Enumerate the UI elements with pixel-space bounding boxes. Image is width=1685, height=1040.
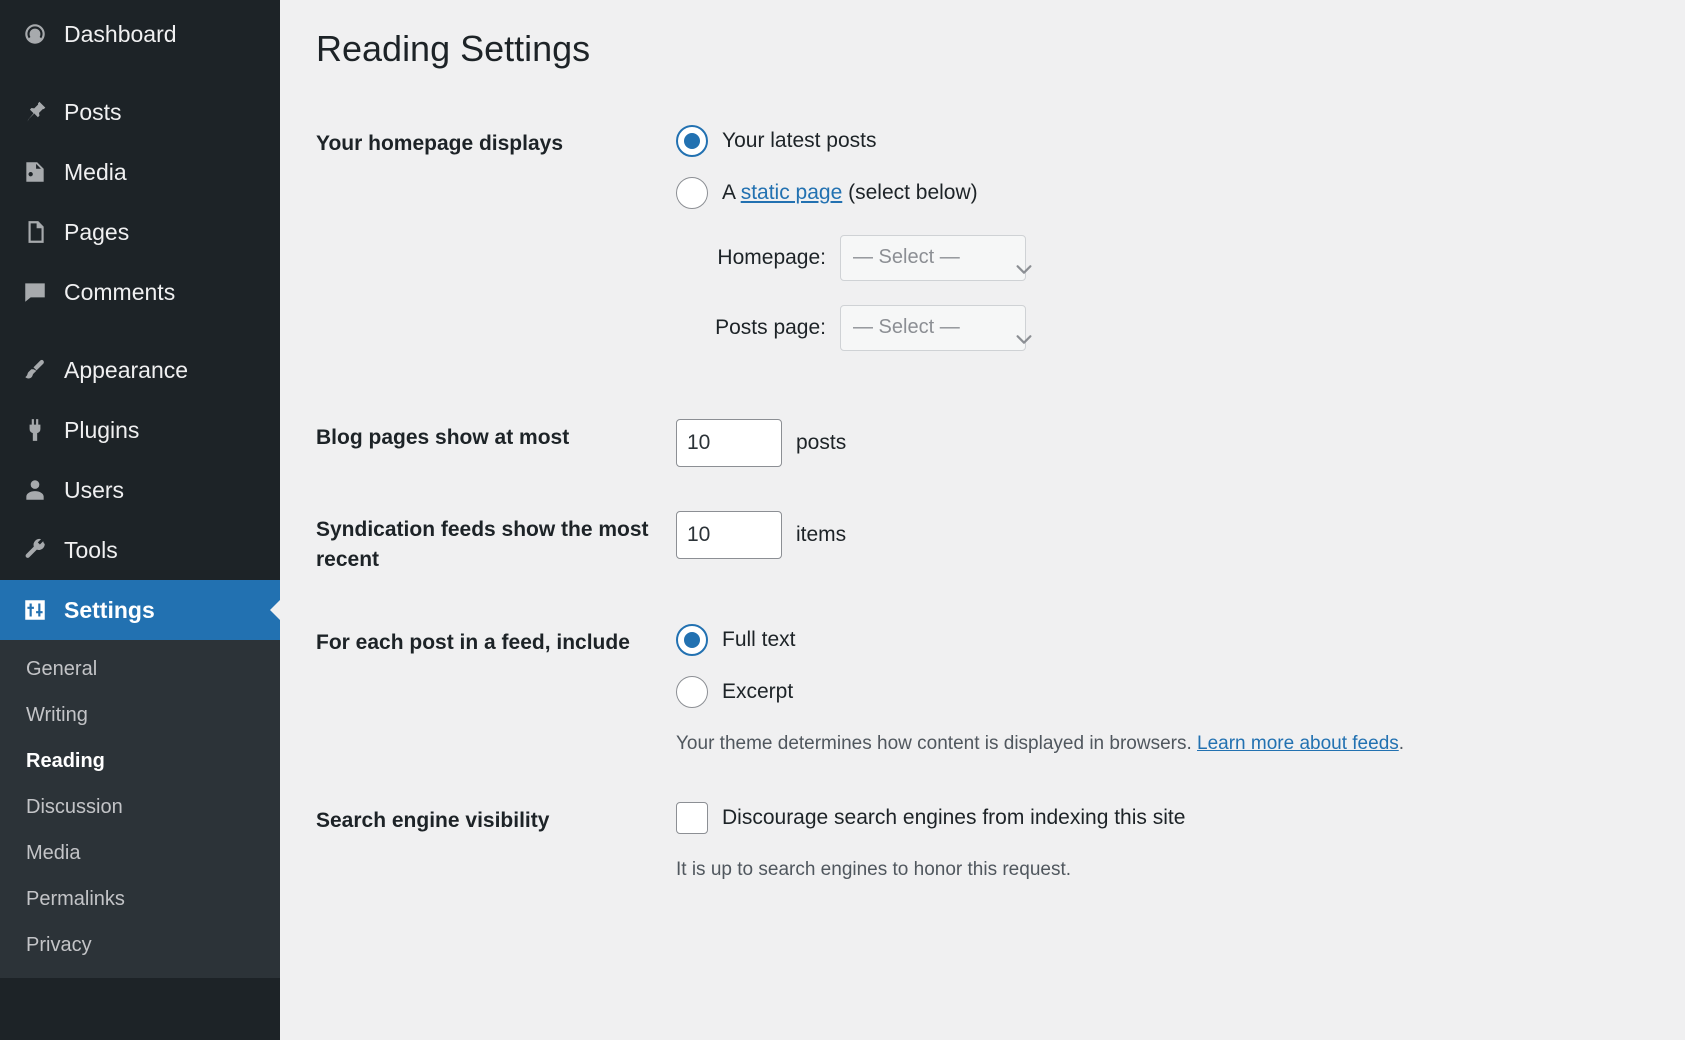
syndication-suffix: items bbox=[796, 522, 847, 546]
sidebar-item-pages[interactable] bbox=[0, 202, 280, 262]
settings-icon bbox=[14, 597, 56, 623]
field-homepage-displays bbox=[676, 103, 1656, 397]
radio-option-latest-posts[interactable] bbox=[676, 125, 1646, 157]
homepage-select-label: Homepage: bbox=[717, 245, 826, 269]
media-icon bbox=[14, 159, 56, 185]
row-homepage-select bbox=[676, 235, 1646, 281]
brush-icon bbox=[14, 357, 56, 383]
radio-latest-posts[interactable] bbox=[676, 125, 708, 157]
search-visibility-helper: It is up to search engines to honor this request. bbox=[676, 859, 1072, 881]
blog-pages-suffix: posts bbox=[796, 430, 847, 454]
radio-excerpt[interactable] bbox=[676, 676, 708, 708]
sidebar-item-media[interactable] bbox=[0, 142, 280, 202]
row-syndication-feeds bbox=[316, 489, 1656, 602]
homepage-select-value: — Select — bbox=[853, 246, 960, 269]
sidebar-item-label: Tools bbox=[64, 536, 118, 563]
row-feed-include bbox=[316, 602, 1656, 781]
sidebar-item-label: Users bbox=[64, 476, 125, 503]
sidebar-item-label: Settings bbox=[64, 596, 155, 623]
submenu-item-writing[interactable]: Writing bbox=[26, 704, 88, 726]
posts-page-select-label: Posts page: bbox=[715, 315, 826, 339]
discourage-search-engines-label: Discourage search engines from indexing this site bbox=[722, 806, 1186, 830]
comment-icon bbox=[14, 279, 56, 305]
homepage-select[interactable] bbox=[840, 235, 1026, 281]
syndication-input[interactable] bbox=[676, 511, 782, 559]
sidebar-item-label: Posts bbox=[64, 98, 122, 125]
label-search-visibility: Search engine visibility bbox=[316, 809, 550, 833]
feed-include-helper bbox=[676, 730, 1646, 759]
row-posts-page-select bbox=[676, 305, 1646, 351]
submenu-item-general[interactable]: General bbox=[26, 658, 98, 680]
submenu-item-privacy[interactable]: Privacy bbox=[26, 934, 92, 956]
settings-submenu bbox=[0, 640, 280, 978]
page-icon bbox=[14, 219, 56, 245]
label-blog-pages: Blog pages show at most bbox=[316, 425, 570, 449]
sidebar-item-comments[interactable] bbox=[0, 262, 280, 322]
wrench-icon bbox=[14, 537, 56, 563]
sidebar-item-appearance[interactable] bbox=[0, 340, 280, 400]
label-syndication-feeds: Syndication feeds show the most recent bbox=[316, 517, 649, 572]
field-feed-include bbox=[676, 602, 1656, 781]
sidebar-footer bbox=[0, 1026, 280, 1040]
submenu-item-reading[interactable]: Reading bbox=[26, 750, 105, 772]
discourage-search-engines-checkbox[interactable] bbox=[676, 802, 708, 834]
radio-excerpt-label: Excerpt bbox=[722, 679, 794, 703]
radio-latest-posts-label: Your latest posts bbox=[722, 128, 877, 152]
feed-helper-prefix: Your theme determines how content is displayed in browsers. bbox=[676, 732, 1198, 754]
submenu-item-permalinks[interactable]: Permalinks bbox=[26, 888, 125, 910]
page-title: Reading Settings bbox=[316, 28, 591, 69]
radio-option-excerpt[interactable] bbox=[676, 676, 1646, 708]
sidebar-item-label: Comments bbox=[64, 278, 176, 305]
radio-static-page[interactable] bbox=[676, 177, 708, 209]
sidebar-item-plugins[interactable] bbox=[0, 400, 280, 460]
sidebar-item-label: Plugins bbox=[64, 416, 140, 443]
radio-full-text[interactable] bbox=[676, 624, 708, 656]
user-icon bbox=[14, 477, 56, 503]
sidebar-item-label: Appearance bbox=[64, 356, 189, 383]
feed-helper-suffix: . bbox=[1398, 732, 1405, 754]
sidebar-item-dashboard[interactable] bbox=[0, 4, 280, 64]
checkbox-row-discourage[interactable] bbox=[676, 802, 1646, 834]
sidebar-item-users[interactable] bbox=[0, 460, 280, 520]
dashboard-icon bbox=[14, 21, 56, 47]
posts-page-select-value: — Select — bbox=[853, 316, 960, 339]
radio-full-text-label: Full text bbox=[722, 627, 796, 651]
static-suffix: (select below) bbox=[842, 180, 978, 204]
field-syndication-feeds bbox=[676, 489, 1656, 602]
sidebar-separator bbox=[0, 322, 280, 340]
row-search-visibility bbox=[316, 780, 1656, 907]
sidebar-item-settings[interactable] bbox=[0, 580, 280, 640]
plug-icon bbox=[14, 417, 56, 443]
submenu-item-media[interactable]: Media bbox=[26, 842, 81, 864]
submenu-item-discussion[interactable]: Discussion bbox=[26, 796, 123, 818]
learn-more-feeds-link[interactable]: Learn more about feeds bbox=[1197, 732, 1399, 754]
posts-page-select[interactable] bbox=[840, 305, 1026, 351]
sidebar-item-label: Dashboard bbox=[64, 20, 177, 47]
reading-settings-form bbox=[316, 103, 1656, 907]
static-prefix: A bbox=[722, 180, 741, 204]
label-homepage-displays: Your homepage displays bbox=[316, 131, 564, 155]
sidebar-separator bbox=[0, 64, 280, 82]
field-blog-pages bbox=[676, 397, 1656, 489]
sidebar-item-tools[interactable] bbox=[0, 520, 280, 580]
radio-option-full-text[interactable] bbox=[676, 624, 1646, 656]
static-page-link[interactable]: static page bbox=[740, 180, 843, 204]
label-feed-include: For each post in a feed, include bbox=[316, 630, 630, 654]
sidebar-item-label: Media bbox=[64, 158, 127, 185]
admin-sidebar bbox=[0, 0, 280, 1040]
sidebar-item-label: Pages bbox=[64, 218, 130, 245]
row-blog-pages bbox=[316, 397, 1656, 489]
pin-icon bbox=[14, 99, 56, 125]
sidebar-item-posts[interactable] bbox=[0, 82, 280, 142]
radio-option-static-page[interactable] bbox=[676, 177, 1646, 209]
field-search-visibility bbox=[676, 780, 1656, 907]
row-homepage-displays bbox=[316, 103, 1656, 397]
radio-static-page-label bbox=[722, 181, 978, 205]
static-page-selectors bbox=[676, 235, 1646, 351]
blog-pages-input[interactable] bbox=[676, 419, 782, 467]
settings-content bbox=[280, 0, 1685, 1040]
